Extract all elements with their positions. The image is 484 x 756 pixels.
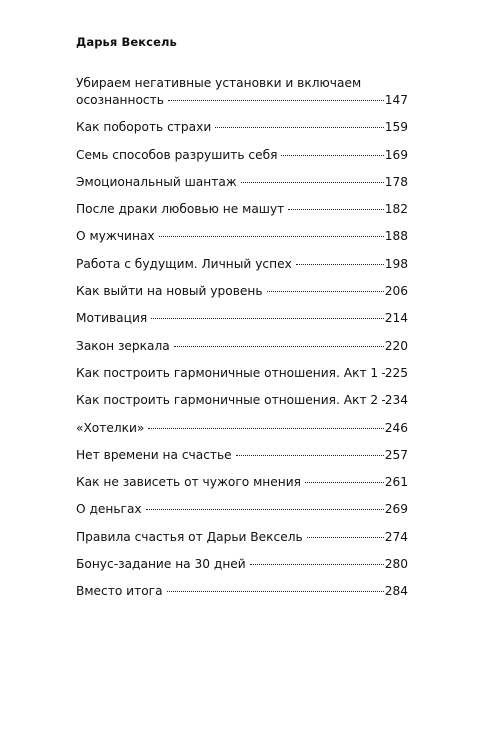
toc-dot-leader bbox=[241, 182, 384, 183]
toc-entry bbox=[76, 365, 408, 382]
toc-entry-page-number: 147 bbox=[384, 93, 408, 107]
toc-entry bbox=[76, 474, 408, 491]
toc-entry-title: Вместо итога bbox=[76, 584, 163, 599]
toc-entry-row bbox=[76, 583, 408, 600]
toc-entry-row bbox=[76, 392, 408, 409]
toc-entry-row bbox=[76, 447, 408, 464]
toc-dot-leader bbox=[146, 509, 384, 510]
toc-entry-page-number: 159 bbox=[384, 120, 408, 135]
toc-entry-title: Семь способов разрушить себя bbox=[76, 147, 278, 162]
toc-entry-row bbox=[76, 283, 408, 300]
toc-entry-row bbox=[76, 228, 408, 245]
toc-entry-title: Как побороть страхи bbox=[76, 120, 212, 135]
toc-entry-page-number: 169 bbox=[384, 147, 408, 162]
toc-entry-page-number: 206 bbox=[384, 284, 408, 299]
toc-entry-page-number: 188 bbox=[384, 229, 408, 244]
toc-entry-page-number: 261 bbox=[384, 475, 408, 490]
toc-entry-row bbox=[76, 310, 408, 327]
toc-entry-title: Работа с будущим. Личный успех bbox=[76, 256, 292, 271]
toc-dot-leader bbox=[305, 482, 384, 483]
toc-entry-title: Нет времени на счастье bbox=[76, 447, 232, 462]
toc-entry-title: После драки любовью не машут bbox=[76, 202, 285, 217]
toc-entry-row bbox=[76, 174, 408, 191]
toc-entry-title: О деньгах bbox=[76, 502, 142, 517]
toc-entry bbox=[76, 447, 408, 464]
toc-entry-title: Как построить гармоничные отношения. Акт 1 bbox=[76, 365, 379, 380]
toc-entry-title: Закон зеркала bbox=[76, 338, 170, 353]
toc-entry bbox=[76, 392, 408, 409]
toc-entry-page-number: 182 bbox=[384, 202, 408, 217]
toc-entry-page-number: 280 bbox=[384, 557, 408, 572]
toc-entry bbox=[76, 228, 408, 245]
toc-entry-row bbox=[76, 474, 408, 491]
toc-dot-leader bbox=[236, 455, 384, 456]
toc-entry-page-number: 220 bbox=[384, 338, 408, 353]
toc-entry-page-number: 269 bbox=[384, 502, 408, 517]
toc-entry-page-number: 274 bbox=[384, 529, 408, 544]
toc-dot-leader bbox=[168, 100, 384, 101]
toc-entry bbox=[76, 310, 408, 327]
toc-entry-row bbox=[76, 201, 408, 218]
toc-entry-row bbox=[76, 92, 408, 109]
table-of-contents bbox=[76, 75, 408, 611]
toc-entry-row bbox=[76, 365, 408, 382]
toc-entry bbox=[76, 75, 408, 109]
toc-entry-page-number: 246 bbox=[384, 420, 408, 435]
toc-dot-leader bbox=[307, 537, 384, 538]
toc-entry-title: Мотивация bbox=[76, 311, 148, 326]
toc-dot-leader bbox=[174, 346, 384, 347]
toc-entry-title: осознанность bbox=[76, 93, 164, 107]
toc-entry-page-number: 214 bbox=[384, 311, 408, 326]
toc-entry bbox=[76, 501, 408, 518]
toc-entry-row bbox=[76, 256, 408, 273]
toc-dot-leader bbox=[382, 400, 384, 401]
toc-entry-row bbox=[76, 501, 408, 518]
toc-entry bbox=[76, 119, 408, 136]
toc-entry-row bbox=[76, 147, 408, 164]
toc-dot-leader bbox=[148, 428, 383, 429]
toc-dot-leader bbox=[167, 591, 384, 592]
toc-entry-title: Бонус-задание на 30 дней bbox=[76, 557, 246, 572]
toc-entry bbox=[76, 583, 408, 600]
toc-entry bbox=[76, 201, 408, 218]
toc-entry-page-number: 198 bbox=[384, 256, 408, 271]
toc-entry-title: Как не зависеть от чужого мнения bbox=[76, 475, 301, 490]
toc-entry-page-number: 257 bbox=[384, 447, 408, 462]
toc-dot-leader bbox=[250, 564, 384, 565]
toc-entry-title: «Хотелки» bbox=[76, 420, 145, 435]
toc-entry-page-number: 284 bbox=[384, 584, 408, 599]
toc-entry-row bbox=[76, 420, 408, 437]
toc-dot-leader bbox=[267, 291, 384, 292]
toc-entry bbox=[76, 529, 408, 546]
toc-entry bbox=[76, 338, 408, 355]
toc-dot-leader bbox=[296, 264, 384, 265]
toc-entry-row bbox=[76, 119, 408, 136]
toc-dot-leader bbox=[288, 209, 383, 210]
toc-entry bbox=[76, 147, 408, 164]
toc-entry bbox=[76, 420, 408, 437]
toc-entry bbox=[76, 256, 408, 273]
toc-dot-leader bbox=[159, 236, 384, 237]
toc-entry-page-number: 234 bbox=[384, 393, 408, 408]
toc-entry bbox=[76, 283, 408, 300]
toc-entry bbox=[76, 556, 408, 573]
running-header-author: Дарья Вексель bbox=[76, 35, 177, 49]
toc-entry-title: Эмоциональный шантаж bbox=[76, 174, 237, 189]
toc-entry-row bbox=[76, 556, 408, 573]
toc-entry-page-number: 225 bbox=[384, 365, 408, 380]
toc-dot-leader bbox=[281, 155, 383, 156]
toc-dot-leader bbox=[151, 318, 384, 319]
toc-entry bbox=[76, 174, 408, 191]
toc-dot-leader bbox=[382, 373, 384, 374]
toc-entry-title: Правила счастья от Дарьи Вексель bbox=[76, 529, 303, 544]
toc-entry-title: Как выйти на новый уровень bbox=[76, 284, 263, 299]
toc-dot-leader bbox=[215, 127, 383, 128]
toc-entry-title-line1: Убираем негативные установки и включаем bbox=[76, 76, 362, 90]
toc-entry-row bbox=[76, 529, 408, 546]
toc-entry-title: Как построить гармоничные отношения. Акт 2 bbox=[76, 393, 379, 408]
toc-entry-title: О мужчинах bbox=[76, 229, 155, 244]
toc-entry-row bbox=[76, 338, 408, 355]
toc-entry-page-number: 178 bbox=[384, 174, 408, 189]
